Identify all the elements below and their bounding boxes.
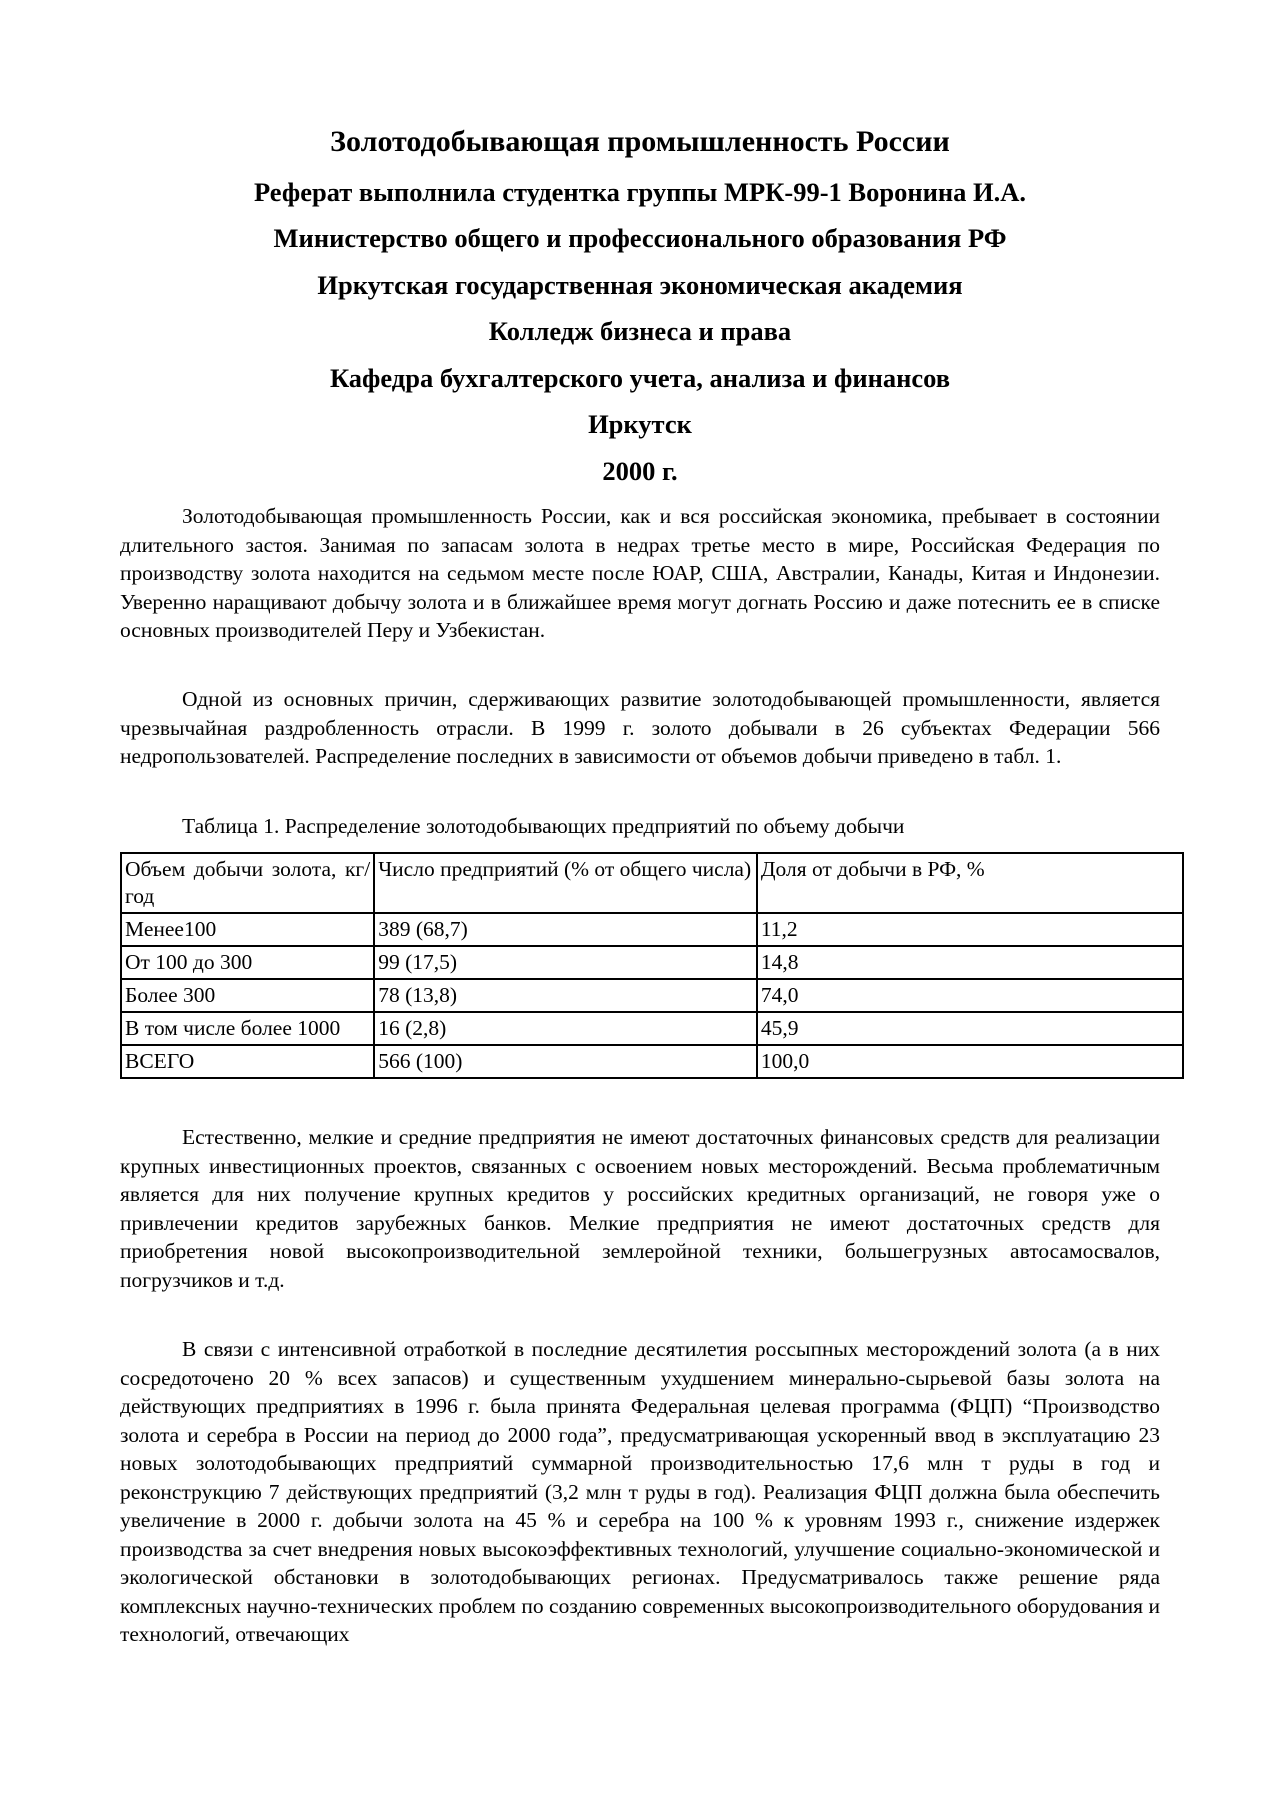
table-cell: 74,0: [757, 979, 1183, 1012]
header-cell-volume: Объем добычи золота, кг/год: [121, 853, 374, 913]
table-cell: 78 (13,8): [374, 979, 757, 1012]
table-cell: 16 (2,8): [374, 1012, 757, 1045]
year-line: 2000 г.: [602, 456, 678, 486]
academy-line: Иркутская государственная экономическая академия: [317, 270, 963, 300]
college-line: Колледж бизнеса и права: [488, 316, 792, 346]
table-cell: 566 (100): [374, 1045, 757, 1078]
author-line: Реферат выполнила студентка группы МРК-99-1 Воронина И.А.: [253, 177, 1027, 207]
table-cell: Менее100: [121, 913, 374, 946]
department-line: Кафедра бухгалтерского учета, анализа и финансов: [329, 363, 951, 393]
table-row: [121, 979, 1183, 1012]
header-cell-share: Доля от добычи в РФ, %: [757, 853, 1183, 913]
table-caption: Таблица 1. Распределение золотодобывающих предприятий по объему добычи: [182, 814, 905, 838]
table-cell: 389 (68,7): [374, 913, 757, 946]
table-cell: В том числе более 1000: [121, 1012, 374, 1045]
city-line: Иркутск: [588, 409, 692, 439]
table-row: [121, 1045, 1183, 1078]
document-title: Золотодобывающая промышленность России: [330, 125, 950, 158]
ministry-line: Министерство общего и профессионального образования РФ: [273, 223, 1007, 253]
table-cell: 99 (17,5): [374, 946, 757, 979]
production-distribution-table: [120, 852, 1184, 1079]
table-row: [121, 946, 1183, 979]
table-cell: Более 300: [121, 979, 374, 1012]
paragraph-1: Золотодобывающая промышленность России, как и вся российская экономика, пребывает в состоянии длительного застоя. Занимая по запасам золота в недрах третье место в мире, Российская Федерация по производству золота находится на седьмом месте после ЮАР, США, Австралии, Канады, Китая и Индонезии. Уверенно наращивают добычу золота и в ближайшее время могут догнать Россию и даже потеснить ее в списке основных производителей Перу и Узбекистан.: [120, 504, 1160, 642]
table-cell: 11,2: [757, 913, 1183, 946]
table-cell: От 100 до 300: [121, 946, 374, 979]
table-header-row: [121, 853, 1183, 913]
table-cell: 100,0: [757, 1045, 1183, 1078]
paragraph-2: Одной из основных причин, сдерживающих развитие золотодобывающей промышленности, является чрезвычайная раздробленность отрасли. В 1999 г. золото добывали в 26 субъектах Федерации 566 недропользователей. Распределение последних в зависимости от объемов добычи приведено в табл. 1.: [120, 687, 1160, 768]
header-cell-count: Число предприятий (% от общего числа): [374, 853, 757, 913]
table-row: [121, 913, 1183, 946]
table-row: [121, 1012, 1183, 1045]
table-cell: 45,9: [757, 1012, 1183, 1045]
table-cell: 14,8: [757, 946, 1183, 979]
paragraph-4: В связи с интенсивной отработкой в последние десятилетия россыпных месторождений золота (а в них сосредоточено 20 % всех запасов) и существенным ухудшением минерально-сырьевой базы золота на действующих предприятиях в 1996 г. была принята Федеральная целевая программа (ФЦП) “Производство золота и серебра в России на период до 2000 года”, предусматривающая ускоренный ввод в эксплуатацию 23 новых золотодобывающих предприятий суммарной производительностью 17,6 млн т руды в год и реконструкцию 7 действующих предприятий (3,2 млн т руды в год). Реализация ФЦП должна была обеспечить увеличение в 2000 г. добычи золота на 45 % и серебра на 100 % к уровням 1993 г., снижение издержек производства за счет внедрения новых высокоэффективных технологий, улучшение социально-экономической и экологической обстановки в золотодобывающих регионах. Предусматривалось также решение ряда комплексных научно-технических проблем по созданию современных высокопроизводительного оборудования и технологий, отвечающих: [120, 1337, 1160, 1646]
table-cell: ВСЕГО: [121, 1045, 374, 1078]
paragraph-3: Естественно, мелкие и средние предприятия не имеют достаточных финансовых средств для реализации крупных инвестиционных проектов, связанных с освоением новых месторождений. Весьма проблематичным является для них получение крупных кредитов у российских кредитных организаций, не говоря уже о привлечении кредитов зарубежных банков. Мелкие предприятия не имеют достаточных средств для приобретения новой высокопроизводительной землеройной техники, большегрузных автосамосвалов, погрузчиков и т.д.: [120, 1125, 1160, 1292]
